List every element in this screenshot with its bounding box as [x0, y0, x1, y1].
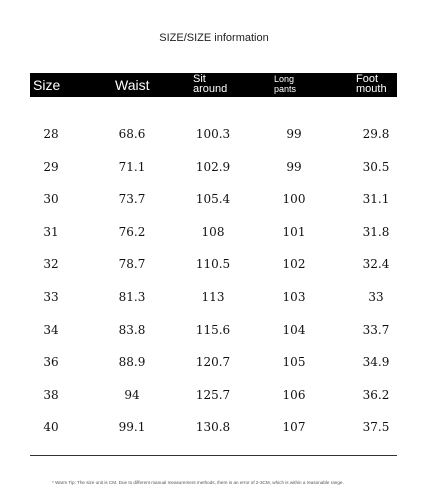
- header-waist: Waist: [115, 77, 150, 93]
- header-long-line2: pants: [274, 84, 297, 94]
- cell-size: 38: [43, 387, 59, 402]
- cell-long-pants: 106: [282, 387, 306, 402]
- cell-waist: 81.3: [118, 289, 146, 304]
- cell-size: 29: [43, 159, 59, 174]
- cell-long-pants: 107: [282, 420, 306, 435]
- cell-foot-mouth: 29.8: [362, 127, 390, 141]
- header-sit-line1: Sit: [193, 73, 206, 85]
- cell-waist: 99.1: [118, 420, 146, 435]
- table-row: [30, 117, 397, 150]
- header-long-pants: [274, 74, 296, 94]
- cell-long-pants: 102: [282, 257, 306, 272]
- table-row: [30, 247, 397, 280]
- cell-size: 34: [43, 322, 59, 337]
- cell-waist: 78.7: [118, 257, 146, 272]
- table-row: [30, 280, 397, 313]
- cell-long-pants: 100: [282, 192, 306, 207]
- cell-sit-around: 105.4: [195, 192, 231, 207]
- table-header: [30, 73, 397, 97]
- cell-waist: 88.9: [118, 355, 146, 370]
- cell-sit-around: 113: [201, 289, 225, 304]
- table-row: [30, 182, 397, 215]
- cell-waist: 76.2: [118, 224, 146, 239]
- cell-waist: 68.6: [118, 127, 146, 141]
- cell-foot-mouth: 30.5: [362, 159, 390, 174]
- cell-sit-around: 120.7: [195, 355, 231, 370]
- cell-sit-around: 125.7: [195, 387, 231, 402]
- cell-long-pants: 99: [286, 127, 302, 141]
- cell-size: 31: [43, 224, 59, 239]
- table-row: [30, 410, 397, 443]
- cell-foot-mouth: 32.4: [362, 257, 390, 272]
- cell-sit-around: 110.5: [195, 257, 231, 272]
- header-long-line1: Long: [274, 74, 295, 84]
- cell-sit-around: 115.6: [195, 322, 231, 337]
- header-sit-around: [193, 74, 227, 94]
- cell-waist: 73.7: [118, 192, 146, 207]
- cell-long-pants: 103: [282, 289, 306, 304]
- cell-size: 30: [43, 192, 59, 207]
- table-row: [30, 215, 397, 248]
- cell-long-pants: 104: [282, 322, 306, 337]
- table-row: [30, 313, 397, 346]
- cell-size: 33: [43, 289, 59, 304]
- footnote: * Warm Tip: The size unit is CM. Due to different manual measurement methods, there is an error of 2-3CM, which is within a reasonable range.: [52, 480, 344, 485]
- header-size: Size: [33, 77, 61, 93]
- cell-foot-mouth: 36.2: [362, 387, 390, 402]
- cell-size: 40: [43, 420, 59, 435]
- cell-long-pants: 99: [286, 159, 302, 174]
- cell-foot-mouth: 31.1: [362, 192, 390, 207]
- page-title: SIZE/SIZE information: [159, 32, 269, 44]
- cell-sit-around: 130.8: [195, 420, 231, 435]
- table-row: [30, 345, 397, 378]
- header-foot-line1: Foot: [356, 73, 379, 85]
- header-foot-line2: mouth: [356, 83, 387, 95]
- cell-size: 28: [43, 127, 59, 141]
- cell-foot-mouth: 37.5: [362, 420, 390, 435]
- table-row: [30, 150, 397, 183]
- cell-long-pants: 105: [282, 355, 306, 370]
- cell-waist: 83.8: [118, 322, 146, 337]
- size-table-body: [30, 117, 397, 443]
- header-sit-line2: around: [193, 83, 228, 95]
- cell-long-pants: 101: [282, 224, 306, 239]
- cell-foot-mouth: 33: [368, 289, 384, 304]
- cell-foot-mouth: 31.8: [362, 224, 390, 239]
- cell-sit-around: 102.9: [195, 159, 231, 174]
- cell-waist: 94: [124, 387, 140, 402]
- cell-foot-mouth: 34.9: [362, 355, 390, 370]
- cell-foot-mouth: 33.7: [362, 322, 390, 337]
- header-foot-mouth: [356, 74, 387, 94]
- table-row: [30, 378, 397, 411]
- cell-size: 32: [43, 257, 59, 272]
- cell-waist: 71.1: [118, 159, 146, 174]
- cell-size: 36: [43, 355, 59, 370]
- bottom-divider: [30, 455, 397, 456]
- cell-sit-around: 108: [201, 224, 225, 239]
- cell-sit-around: 100.3: [195, 127, 231, 141]
